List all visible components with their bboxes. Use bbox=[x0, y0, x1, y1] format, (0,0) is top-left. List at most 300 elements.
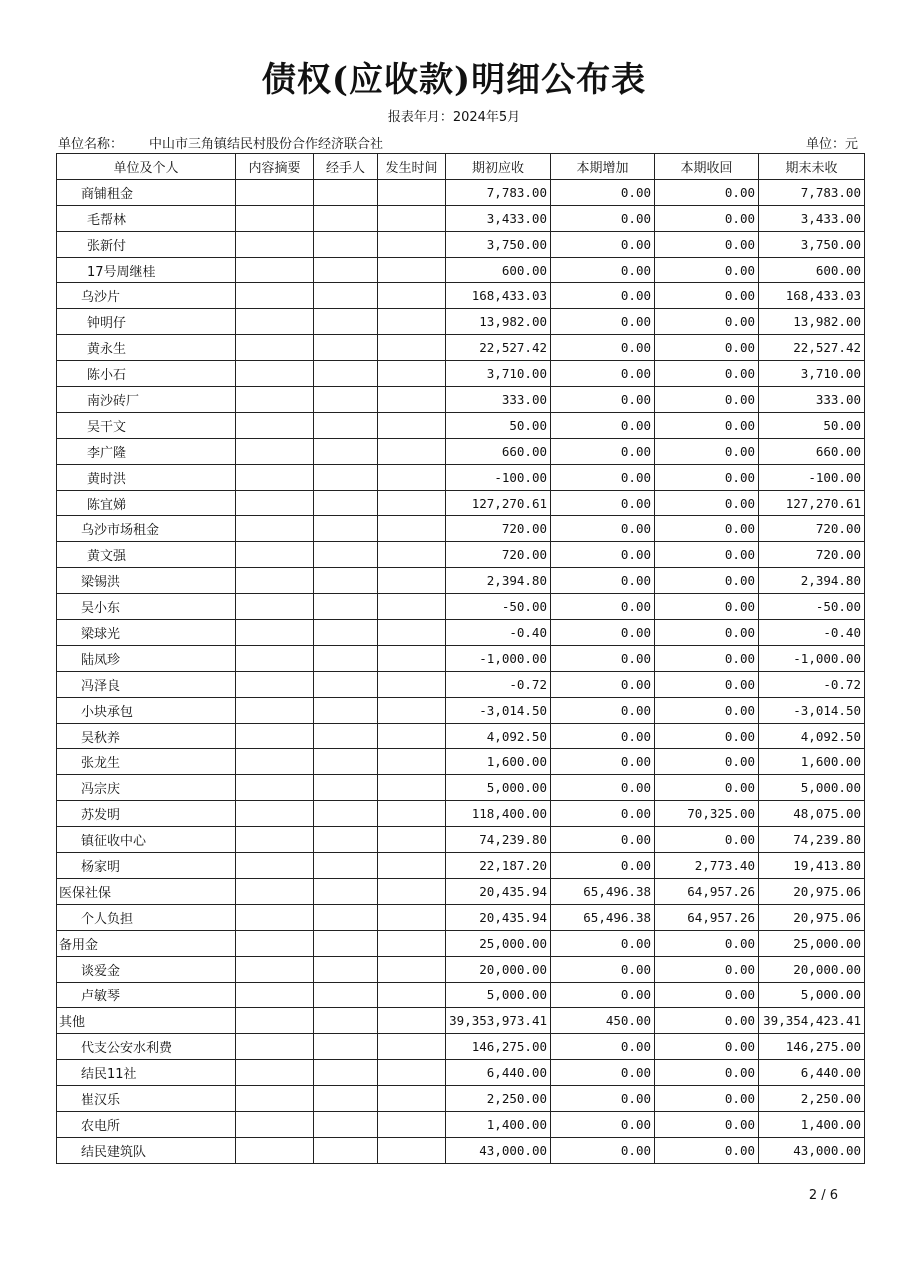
page-number: 2 / 6 bbox=[808, 1188, 838, 1203]
cell-summary bbox=[236, 464, 314, 490]
cell-increase: 65,496.38 bbox=[551, 878, 655, 904]
cell-handler bbox=[314, 827, 378, 853]
cell-recovered: 0.00 bbox=[655, 697, 759, 723]
cell-increase: 0.00 bbox=[551, 283, 655, 309]
cell-date bbox=[378, 982, 446, 1008]
cell-date bbox=[378, 697, 446, 723]
table-row bbox=[57, 438, 865, 464]
table-row bbox=[57, 1111, 865, 1137]
cell-summary bbox=[236, 335, 314, 361]
cell-name: 卢敏琴 bbox=[57, 982, 236, 1008]
cell-opening: 1,400.00 bbox=[446, 1111, 551, 1137]
cell-name: 吴秋养 bbox=[57, 723, 236, 749]
cell-summary bbox=[236, 412, 314, 438]
cell-summary bbox=[236, 645, 314, 671]
cell-date bbox=[378, 1060, 446, 1086]
cell-handler bbox=[314, 438, 378, 464]
cell-opening: 720.00 bbox=[446, 542, 551, 568]
cell-handler bbox=[314, 1111, 378, 1137]
cell-increase: 0.00 bbox=[551, 1034, 655, 1060]
cell-date bbox=[378, 1137, 446, 1163]
cell-date bbox=[378, 387, 446, 413]
cell-summary bbox=[236, 749, 314, 775]
cell-summary bbox=[236, 956, 314, 982]
table-row bbox=[57, 723, 865, 749]
table-row bbox=[57, 775, 865, 801]
cell-summary bbox=[236, 723, 314, 749]
cell-handler bbox=[314, 490, 378, 516]
cell-name: 崔汉乐 bbox=[57, 1086, 236, 1112]
cell-summary bbox=[236, 1008, 314, 1034]
cell-increase: 0.00 bbox=[551, 1086, 655, 1112]
cell-recovered: 0.00 bbox=[655, 982, 759, 1008]
cell-name: 梁球光 bbox=[57, 620, 236, 646]
cell-opening: -0.72 bbox=[446, 671, 551, 697]
cell-date bbox=[378, 205, 446, 231]
cell-date bbox=[378, 723, 446, 749]
col-header-recovered: 本期收回 bbox=[655, 154, 759, 180]
cell-recovered: 0.00 bbox=[655, 1008, 759, 1034]
cell-opening: 13,982.00 bbox=[446, 309, 551, 335]
cell-date bbox=[378, 1111, 446, 1137]
table-row bbox=[57, 1034, 865, 1060]
table-row bbox=[57, 257, 865, 283]
cell-summary bbox=[236, 568, 314, 594]
cell-handler bbox=[314, 1008, 378, 1034]
table-row bbox=[57, 853, 865, 879]
cell-increase: 0.00 bbox=[551, 1111, 655, 1137]
cell-increase: 0.00 bbox=[551, 671, 655, 697]
cell-summary bbox=[236, 516, 314, 542]
cell-summary bbox=[236, 775, 314, 801]
cell-recovered: 0.00 bbox=[655, 645, 759, 671]
cell-name: 小块承包 bbox=[57, 697, 236, 723]
cell-opening: 5,000.00 bbox=[446, 775, 551, 801]
table-row bbox=[57, 309, 865, 335]
cell-closing: 127,270.61 bbox=[759, 490, 865, 516]
cell-handler bbox=[314, 568, 378, 594]
cell-handler bbox=[314, 723, 378, 749]
cell-date bbox=[378, 904, 446, 930]
cell-handler bbox=[314, 853, 378, 879]
cell-increase: 0.00 bbox=[551, 438, 655, 464]
table-row bbox=[57, 982, 865, 1008]
cell-increase: 0.00 bbox=[551, 930, 655, 956]
table-row bbox=[57, 516, 865, 542]
cell-summary bbox=[236, 697, 314, 723]
cell-date bbox=[378, 801, 446, 827]
cell-summary bbox=[236, 827, 314, 853]
cell-opening: -3,014.50 bbox=[446, 697, 551, 723]
cell-increase: 0.00 bbox=[551, 231, 655, 257]
cell-opening: 22,187.20 bbox=[446, 853, 551, 879]
cell-date bbox=[378, 594, 446, 620]
cell-recovered: 0.00 bbox=[655, 387, 759, 413]
table-row bbox=[57, 542, 865, 568]
cell-closing: 7,783.00 bbox=[759, 179, 865, 205]
cell-summary bbox=[236, 231, 314, 257]
cell-handler bbox=[314, 594, 378, 620]
table-row bbox=[57, 645, 865, 671]
cell-closing: 2,394.80 bbox=[759, 568, 865, 594]
cell-handler bbox=[314, 930, 378, 956]
cell-date bbox=[378, 179, 446, 205]
cell-opening: 168,433.03 bbox=[446, 283, 551, 309]
report-period: 报表年月：2024年5月 bbox=[387, 110, 521, 125]
cell-opening: 2,394.80 bbox=[446, 568, 551, 594]
cell-closing: 39,354,423.41 bbox=[759, 1008, 865, 1034]
cell-summary bbox=[236, 257, 314, 283]
cell-recovered: 0.00 bbox=[655, 827, 759, 853]
cell-increase: 0.00 bbox=[551, 723, 655, 749]
col-header-opening: 期初应收 bbox=[446, 154, 551, 180]
table-row bbox=[57, 878, 865, 904]
cell-increase: 0.00 bbox=[551, 257, 655, 283]
cell-summary bbox=[236, 179, 314, 205]
cell-recovered: 2,773.40 bbox=[655, 853, 759, 879]
cell-handler bbox=[314, 361, 378, 387]
cell-name: 陈宜娣 bbox=[57, 490, 236, 516]
cell-handler bbox=[314, 283, 378, 309]
cell-date bbox=[378, 956, 446, 982]
col-header-handler: 经手人 bbox=[314, 154, 378, 180]
cell-closing: 1,400.00 bbox=[759, 1111, 865, 1137]
cell-closing: 74,239.80 bbox=[759, 827, 865, 853]
cell-summary bbox=[236, 801, 314, 827]
cell-recovered: 0.00 bbox=[655, 205, 759, 231]
cell-recovered: 0.00 bbox=[655, 671, 759, 697]
cell-opening: -1,000.00 bbox=[446, 645, 551, 671]
cell-closing: 25,000.00 bbox=[759, 930, 865, 956]
cell-closing: 20,000.00 bbox=[759, 956, 865, 982]
cell-handler bbox=[314, 335, 378, 361]
cell-increase: 0.00 bbox=[551, 956, 655, 982]
cell-handler bbox=[314, 775, 378, 801]
table-row bbox=[57, 387, 865, 413]
cell-date bbox=[378, 645, 446, 671]
cell-opening: 2,250.00 bbox=[446, 1086, 551, 1112]
cell-opening: -100.00 bbox=[446, 464, 551, 490]
cell-recovered: 64,957.26 bbox=[655, 904, 759, 930]
cell-handler bbox=[314, 257, 378, 283]
cell-increase: 0.00 bbox=[551, 179, 655, 205]
cell-increase: 0.00 bbox=[551, 853, 655, 879]
cell-handler bbox=[314, 956, 378, 982]
cell-recovered: 0.00 bbox=[655, 412, 759, 438]
cell-name: 梁锡洪 bbox=[57, 568, 236, 594]
cell-opening: 22,527.42 bbox=[446, 335, 551, 361]
cell-name: 黄永生 bbox=[57, 335, 236, 361]
cell-summary bbox=[236, 205, 314, 231]
cell-summary bbox=[236, 620, 314, 646]
cell-summary bbox=[236, 878, 314, 904]
cell-summary bbox=[236, 387, 314, 413]
currency-unit: 单位：元 bbox=[805, 137, 858, 152]
receivables-table bbox=[56, 153, 865, 1164]
cell-recovered: 0.00 bbox=[655, 1086, 759, 1112]
cell-increase: 0.00 bbox=[551, 1060, 655, 1086]
cell-name: 陈小石 bbox=[57, 361, 236, 387]
table-row bbox=[57, 827, 865, 853]
table-row bbox=[57, 490, 865, 516]
cell-date bbox=[378, 490, 446, 516]
cell-name: 冯宗庆 bbox=[57, 775, 236, 801]
cell-recovered: 0.00 bbox=[655, 956, 759, 982]
cell-closing: 4,092.50 bbox=[759, 723, 865, 749]
cell-handler bbox=[314, 412, 378, 438]
table-row bbox=[57, 956, 865, 982]
table-row bbox=[57, 205, 865, 231]
cell-handler bbox=[314, 309, 378, 335]
cell-recovered: 0.00 bbox=[655, 257, 759, 283]
cell-name: 冯泽良 bbox=[57, 671, 236, 697]
cell-date bbox=[378, 361, 446, 387]
cell-date bbox=[378, 464, 446, 490]
cell-name: 结民建筑队 bbox=[57, 1137, 236, 1163]
cell-name: 陆凤珍 bbox=[57, 645, 236, 671]
table-body bbox=[57, 179, 865, 1163]
cell-name: 乌沙片 bbox=[57, 283, 236, 309]
cell-handler bbox=[314, 878, 378, 904]
table-row bbox=[57, 671, 865, 697]
cell-handler bbox=[314, 542, 378, 568]
cell-opening: 39,353,973.41 bbox=[446, 1008, 551, 1034]
cell-handler bbox=[314, 645, 378, 671]
cell-opening: 4,092.50 bbox=[446, 723, 551, 749]
cell-summary bbox=[236, 438, 314, 464]
cell-name: 钟明仔 bbox=[57, 309, 236, 335]
cell-increase: 0.00 bbox=[551, 412, 655, 438]
cell-closing: -0.72 bbox=[759, 671, 865, 697]
cell-increase: 0.00 bbox=[551, 594, 655, 620]
cell-handler bbox=[314, 464, 378, 490]
cell-handler bbox=[314, 1137, 378, 1163]
cell-increase: 0.00 bbox=[551, 801, 655, 827]
cell-closing: -0.40 bbox=[759, 620, 865, 646]
cell-closing: 50.00 bbox=[759, 412, 865, 438]
cell-date bbox=[378, 412, 446, 438]
cell-closing: 720.00 bbox=[759, 542, 865, 568]
cell-closing: 48,075.00 bbox=[759, 801, 865, 827]
cell-name: 张龙生 bbox=[57, 749, 236, 775]
cell-opening: -50.00 bbox=[446, 594, 551, 620]
cell-closing: 5,000.00 bbox=[759, 982, 865, 1008]
page-title: 债权(应收款)明细公布表 bbox=[261, 60, 647, 100]
cell-date bbox=[378, 620, 446, 646]
cell-opening: 6,440.00 bbox=[446, 1060, 551, 1086]
cell-closing: 1,600.00 bbox=[759, 749, 865, 775]
cell-opening: 3,750.00 bbox=[446, 231, 551, 257]
cell-opening: 118,400.00 bbox=[446, 801, 551, 827]
cell-date bbox=[378, 516, 446, 542]
cell-handler bbox=[314, 1034, 378, 1060]
cell-increase: 0.00 bbox=[551, 749, 655, 775]
cell-opening: 20,435.94 bbox=[446, 878, 551, 904]
cell-name: 个人负担 bbox=[57, 904, 236, 930]
cell-date bbox=[378, 309, 446, 335]
cell-opening: 43,000.00 bbox=[446, 1137, 551, 1163]
cell-increase: 0.00 bbox=[551, 620, 655, 646]
cell-recovered: 0.00 bbox=[655, 749, 759, 775]
cell-recovered: 0.00 bbox=[655, 335, 759, 361]
cell-opening: 3,433.00 bbox=[446, 205, 551, 231]
table-row bbox=[57, 283, 865, 309]
header-row bbox=[57, 154, 865, 180]
cell-handler bbox=[314, 179, 378, 205]
cell-name: 李广隆 bbox=[57, 438, 236, 464]
cell-recovered: 0.00 bbox=[655, 283, 759, 309]
table-row bbox=[57, 568, 865, 594]
cell-opening: 5,000.00 bbox=[446, 982, 551, 1008]
cell-handler bbox=[314, 387, 378, 413]
cell-name: 代支公安水利费 bbox=[57, 1034, 236, 1060]
table-row bbox=[57, 464, 865, 490]
cell-opening: 660.00 bbox=[446, 438, 551, 464]
cell-opening: 74,239.80 bbox=[446, 827, 551, 853]
cell-increase: 0.00 bbox=[551, 697, 655, 723]
cell-recovered: 0.00 bbox=[655, 930, 759, 956]
cell-name: 张新付 bbox=[57, 231, 236, 257]
cell-name: 毛帮林 bbox=[57, 205, 236, 231]
cell-closing: 600.00 bbox=[759, 257, 865, 283]
col-header-closing: 期末未收 bbox=[759, 154, 865, 180]
table-row bbox=[57, 594, 865, 620]
cell-recovered: 0.00 bbox=[655, 1034, 759, 1060]
cell-closing: 5,000.00 bbox=[759, 775, 865, 801]
cell-recovered: 0.00 bbox=[655, 542, 759, 568]
cell-date bbox=[378, 283, 446, 309]
cell-name: 镇征收中心 bbox=[57, 827, 236, 853]
cell-opening: 127,270.61 bbox=[446, 490, 551, 516]
cell-recovered: 0.00 bbox=[655, 1060, 759, 1086]
cell-closing: -3,014.50 bbox=[759, 697, 865, 723]
table-row bbox=[57, 335, 865, 361]
cell-summary bbox=[236, 1086, 314, 1112]
cell-increase: 65,496.38 bbox=[551, 904, 655, 930]
cell-handler bbox=[314, 1086, 378, 1112]
cell-opening: 20,435.94 bbox=[446, 904, 551, 930]
cell-summary bbox=[236, 930, 314, 956]
cell-closing: -50.00 bbox=[759, 594, 865, 620]
cell-date bbox=[378, 749, 446, 775]
cell-closing: 13,982.00 bbox=[759, 309, 865, 335]
cell-increase: 0.00 bbox=[551, 645, 655, 671]
cell-opening: -0.40 bbox=[446, 620, 551, 646]
cell-closing: 19,413.80 bbox=[759, 853, 865, 879]
cell-closing: 720.00 bbox=[759, 516, 865, 542]
table-row bbox=[57, 620, 865, 646]
cell-summary bbox=[236, 1060, 314, 1086]
cell-summary bbox=[236, 671, 314, 697]
cell-name: 吴小东 bbox=[57, 594, 236, 620]
cell-recovered: 0.00 bbox=[655, 723, 759, 749]
cell-recovered: 0.00 bbox=[655, 594, 759, 620]
cell-date bbox=[378, 542, 446, 568]
cell-date bbox=[378, 930, 446, 956]
cell-name: 备用金 bbox=[57, 930, 236, 956]
cell-handler bbox=[314, 697, 378, 723]
cell-opening: 7,783.00 bbox=[446, 179, 551, 205]
cell-opening: 333.00 bbox=[446, 387, 551, 413]
cell-increase: 0.00 bbox=[551, 1137, 655, 1163]
col-header-date: 发生时间 bbox=[378, 154, 446, 180]
cell-summary bbox=[236, 982, 314, 1008]
cell-name: 医保社保 bbox=[57, 878, 236, 904]
cell-name: 其他 bbox=[57, 1008, 236, 1034]
cell-recovered: 0.00 bbox=[655, 438, 759, 464]
cell-handler bbox=[314, 982, 378, 1008]
cell-closing: 3,750.00 bbox=[759, 231, 865, 257]
unit-name-value: 中山市三角镇结民村股份合作经济联合社 bbox=[149, 137, 384, 152]
cell-date bbox=[378, 1008, 446, 1034]
table-row bbox=[57, 361, 865, 387]
cell-recovered: 0.00 bbox=[655, 620, 759, 646]
cell-increase: 0.00 bbox=[551, 309, 655, 335]
cell-handler bbox=[314, 904, 378, 930]
cell-increase: 0.00 bbox=[551, 568, 655, 594]
col-header-unit: 单位及个人 bbox=[57, 154, 236, 180]
cell-date bbox=[378, 775, 446, 801]
cell-increase: 0.00 bbox=[551, 335, 655, 361]
cell-summary bbox=[236, 361, 314, 387]
cell-handler bbox=[314, 749, 378, 775]
cell-summary bbox=[236, 490, 314, 516]
cell-name: 结民11社 bbox=[57, 1060, 236, 1086]
cell-increase: 0.00 bbox=[551, 387, 655, 413]
cell-handler bbox=[314, 231, 378, 257]
cell-name: 农电所 bbox=[57, 1111, 236, 1137]
cell-increase: 0.00 bbox=[551, 827, 655, 853]
table-row bbox=[57, 697, 865, 723]
cell-handler bbox=[314, 801, 378, 827]
cell-handler bbox=[314, 205, 378, 231]
col-header-increase: 本期增加 bbox=[551, 154, 655, 180]
cell-name: 商铺租金 bbox=[57, 179, 236, 205]
cell-recovered: 0.00 bbox=[655, 490, 759, 516]
cell-date bbox=[378, 1086, 446, 1112]
cell-closing: -100.00 bbox=[759, 464, 865, 490]
cell-closing: 43,000.00 bbox=[759, 1137, 865, 1163]
cell-handler bbox=[314, 671, 378, 697]
cell-date bbox=[378, 568, 446, 594]
cell-increase: 0.00 bbox=[551, 205, 655, 231]
cell-summary bbox=[236, 904, 314, 930]
cell-opening: 1,600.00 bbox=[446, 749, 551, 775]
table-row bbox=[57, 749, 865, 775]
cell-increase: 0.00 bbox=[551, 361, 655, 387]
cell-summary bbox=[236, 594, 314, 620]
cell-name: 吴干文 bbox=[57, 412, 236, 438]
cell-date bbox=[378, 257, 446, 283]
cell-recovered: 0.00 bbox=[655, 464, 759, 490]
cell-date bbox=[378, 1034, 446, 1060]
table-row bbox=[57, 1060, 865, 1086]
cell-opening: 25,000.00 bbox=[446, 930, 551, 956]
cell-date bbox=[378, 335, 446, 361]
cell-summary bbox=[236, 853, 314, 879]
cell-opening: 146,275.00 bbox=[446, 1034, 551, 1060]
cell-closing: -1,000.00 bbox=[759, 645, 865, 671]
cell-closing: 3,433.00 bbox=[759, 205, 865, 231]
cell-handler bbox=[314, 620, 378, 646]
cell-date bbox=[378, 827, 446, 853]
cell-opening: 600.00 bbox=[446, 257, 551, 283]
cell-increase: 0.00 bbox=[551, 490, 655, 516]
cell-recovered: 0.00 bbox=[655, 516, 759, 542]
cell-recovered: 64,957.26 bbox=[655, 878, 759, 904]
cell-recovered: 0.00 bbox=[655, 361, 759, 387]
cell-increase: 0.00 bbox=[551, 982, 655, 1008]
